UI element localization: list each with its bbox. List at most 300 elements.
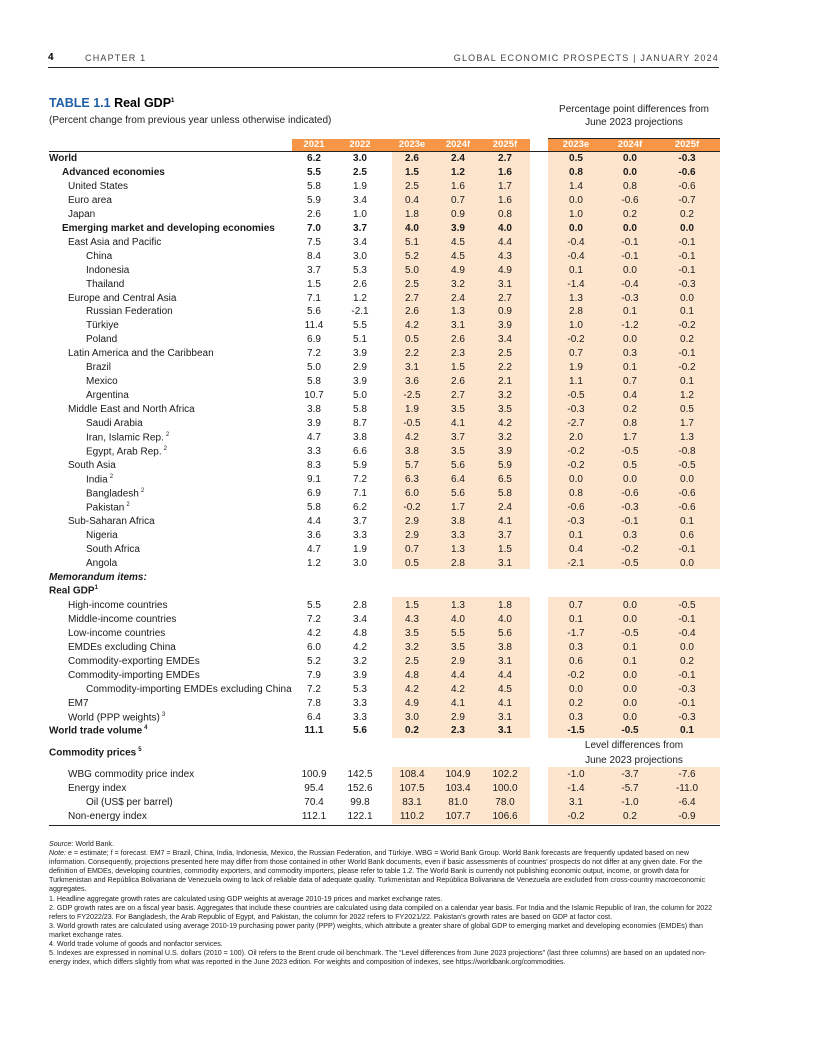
value-cell: 8.4 [307,250,321,262]
row-label [86,418,143,429]
row-label-sup: 2 [165,432,170,438]
table-row [0,305,816,319]
value-cell: 5.7 [405,459,419,471]
value-cell: 3.0 [353,153,367,164]
diff-cell: -0.3 [678,683,696,695]
value-cell: 1.2 [451,166,465,178]
value-cell: 95.4 [304,782,324,794]
diff-cell: 1.3 [680,432,694,443]
value-cell: 3.3 [353,711,367,723]
value-cell: 100.9 [301,769,327,780]
real-gdp-heading-text: Real GDP [49,585,95,597]
value-cell: -2.5 [403,390,421,402]
diff-cell: 0.1 [623,655,637,667]
diff-cell: -0.4 [678,627,696,639]
diff-cell: 0.1 [569,529,583,541]
value-cell: 102.2 [492,769,518,780]
value-cell: 4.0 [451,613,465,625]
value-cell: 3.7 [353,222,367,234]
value-cell: 5.6 [498,627,512,639]
diff-cell: 2.0 [569,432,583,443]
row-label [68,712,165,723]
table-row [0,724,816,738]
row-label [68,348,214,359]
value-cell: 106.6 [492,810,518,822]
value-cell: 7.9 [307,669,321,681]
value-cell: 3.9 [498,320,512,332]
diff-heading-line1: Percentage point differences from [559,104,709,115]
row-label [86,432,169,443]
value-cell: 5.6 [307,306,321,318]
value-cell: 4.0 [498,613,512,625]
commodity-heading-sup: 5 [138,747,142,753]
diff-cell: 0.6 [680,529,694,541]
row-label [86,474,113,485]
row-label-text: Egypt, Arab Rep. [86,446,162,458]
value-cell: 4.7 [307,543,321,555]
value-cell: 3.5 [498,404,512,416]
table-row [0,264,816,278]
value-cell: 2.4 [498,501,512,513]
table-row [0,487,816,501]
diff-cell: -0.2 [567,669,585,681]
diff-cell: -11.0 [675,782,699,794]
value-cell: 4.2 [405,432,419,443]
value-cell: 2.6 [451,334,465,346]
diff-cell: -0.2 [621,543,639,555]
value-cell: 3.3 [307,445,321,457]
page-number: 4 [48,52,55,63]
note-item-2: 2. GDP growth rates are on a fiscal year basis. Aggregates that include these countries are calculated using data compiled on a calendar year basis. For India and the Islamic Republic of Iran, the column for 2022 refers to FY2022/23. For Bangladesh, the Arab Republic of Egypt, and Pakistan, the column for 2022 refers to FY2021/22. Pakistan's growth rates are based on GDP at factor cost. [49,903,713,921]
diff-column-header: 2025f [674,139,700,150]
table-row [0,543,816,557]
row-label-text: EM7 [68,697,89,709]
row-label-text: Low-income countries [68,627,166,639]
diff-cell: -0.4 [567,236,585,248]
value-cell: 5.6 [451,459,465,471]
row-label-text: Thailand [86,278,125,290]
row-label-text: Nigeria [86,529,118,541]
table-row [0,292,816,306]
table-row [0,375,816,389]
table-name-sup: 1 [171,97,175,104]
value-cell: 2.7 [405,292,419,304]
value-cell: 4.8 [353,627,367,639]
row-label-text: Energy index [68,782,127,794]
row-label [68,237,161,248]
value-cell: 1.3 [451,306,465,318]
row-label-sup: 2 [163,445,167,452]
value-cell: 3.9 [353,348,367,360]
table-row [0,319,816,333]
row-label-text: Emerging market and developing economies [62,222,275,234]
diff-cell: 1.7 [680,418,694,430]
value-cell: 3.0 [405,711,419,723]
diff-cell: 0.0 [623,613,637,625]
row-label-text: Non-energy index [68,810,147,822]
value-cell: 3.9 [498,445,512,457]
value-cell: 5.3 [353,264,367,276]
value-cell: 1.7 [451,501,465,513]
value-cell: 4.2 [353,641,367,653]
table-row [0,180,816,194]
diff-cell: 0.1 [680,376,694,388]
row-label [86,502,130,513]
value-cell: 5.8 [307,376,321,388]
row-label-text: Poland [86,334,118,346]
row-label [68,293,176,304]
value-cell: 70.4 [304,796,324,808]
value-cell: 1.8 [498,599,512,611]
diff-cell: 1.2 [680,390,694,402]
table-row [0,810,816,824]
diff-cell: -1.0 [621,796,639,808]
level-heading-line2: June 2023 projections [585,755,683,766]
diff-cell: -0.7 [678,194,696,206]
value-cell: 2.4 [451,153,465,164]
value-cell: 104.9 [445,769,471,780]
value-cell: 0.5 [405,557,419,569]
value-cell: 3.8 [353,432,367,443]
diff-cell: -6.4 [678,796,696,808]
value-cell: 5.6 [451,487,465,499]
value-cell: 0.2 [405,725,419,737]
row-label-text: Middle-income countries [68,613,177,625]
value-cell: 2.8 [353,599,367,611]
value-cell: 3.4 [353,613,367,625]
value-cell: 3.1 [498,725,512,737]
value-cell: 2.4 [451,292,465,304]
row-label-text: China [86,250,113,262]
diff-cell: -7.6 [678,769,696,780]
real-gdp-heading-row [0,584,816,598]
diff-cell: -0.9 [678,810,696,822]
row-label-text: Mexico [86,376,118,388]
diff-cell: -0.3 [678,153,696,164]
value-cell: 0.7 [405,543,419,555]
value-cell: 3.5 [405,627,419,639]
value-cell: 3.3 [353,529,367,541]
diff-cell: 0.1 [623,641,637,653]
row-label-text: World [49,153,78,164]
row-label-text: Euro area [68,194,112,206]
row-label [86,320,119,331]
report-title: GLOBAL ECONOMIC PROSPECTS | JANUARY 2024 [453,53,719,63]
value-cell: 2.6 [405,153,419,164]
diff-cell: -0.1 [678,250,696,262]
row-label [68,404,195,415]
row-label-text: East Asia and Pacific [68,236,162,248]
value-cell: 4.2 [405,320,419,332]
value-cell: 81.0 [448,796,468,808]
diff-cell: 0.2 [623,810,637,822]
diff-cell: -0.1 [678,613,696,625]
value-cell: 5.8 [353,404,367,416]
value-cell: 2.5 [405,278,419,290]
value-cell: 3.1 [498,278,512,290]
row-label [68,670,200,681]
diff-cell: 0.0 [569,194,583,206]
column-header: 2021 [303,139,325,150]
value-cell: 1.6 [498,166,512,178]
table-row [0,669,816,683]
column-header: 2022 [349,139,371,150]
row-label-text: World trade volume [49,725,143,737]
row-label [86,446,167,457]
diff-cell: 0.1 [680,725,694,737]
value-cell: 5.8 [307,501,321,513]
value-cell: 4.9 [405,697,419,709]
value-cell: 3.3 [451,529,465,541]
note-label: Note: [49,849,66,858]
diff-cell: -0.1 [621,250,639,262]
diff-cell: -0.3 [621,501,639,513]
table-row [0,459,816,473]
row-label [86,251,112,262]
row-label-text: Türkiye [86,320,119,332]
value-cell: 7.2 [353,473,367,485]
row-label-text: Middle East and North Africa [68,404,195,416]
diff-cell: 0.7 [569,348,583,360]
value-cell: 3.1 [498,711,512,723]
value-cell: 3.9 [353,669,367,681]
diff-cell: -1.7 [567,627,585,639]
value-cell: 0.9 [498,306,512,318]
diff-cell: 0.5 [569,153,583,164]
row-label [68,628,165,639]
value-cell: 5.2 [307,655,321,667]
row-label [68,209,95,220]
diff-cell: -0.5 [678,459,696,471]
diff-cell: 0.0 [623,166,637,178]
row-label-text: Advanced economies [62,166,165,178]
value-cell: 4.1 [451,697,465,709]
value-cell: 1.9 [405,404,419,416]
column-header: 2025f [492,139,518,150]
value-cell: 1.9 [353,180,367,192]
value-cell: 6.9 [307,334,321,346]
diff-cell: -1.4 [567,782,585,794]
diff-cell: -0.2 [678,362,696,374]
row-label [86,265,129,276]
row-label-sup: 2 [109,473,114,480]
table-row [0,152,816,166]
value-cell: 5.0 [307,362,321,374]
diff-cell: 0.0 [623,683,637,695]
table-row [0,194,816,208]
table-row [0,515,816,529]
diff-cell: -0.5 [621,725,639,737]
column-header: 2023e [398,139,426,150]
value-cell: 7.5 [307,236,321,248]
value-cell: 3.5 [451,641,465,653]
value-cell: 4.4 [498,236,512,248]
diff-cell: 0.0 [680,292,694,304]
value-cell: 4.2 [498,418,512,430]
row-label [68,811,147,822]
row-label-text: High-income countries [68,599,168,611]
value-cell: 0.5 [405,334,419,346]
value-cell: 1.5 [405,166,419,178]
value-cell: 3.7 [307,264,321,276]
value-cell: 7.2 [307,683,321,695]
diff-cell: -0.2 [678,320,696,332]
diff-cell: -0.2 [567,810,585,822]
diff-cell: -0.3 [678,711,696,723]
row-label [86,684,292,695]
row-label [86,558,117,569]
real-gdp-heading [49,585,98,596]
value-cell: 5.2 [405,250,419,262]
diff-cell: 0.6 [569,655,583,667]
diff-cell: 0.2 [680,655,694,667]
value-cell: 6.0 [405,487,419,499]
diff-cell: -0.1 [678,697,696,709]
row-label [86,797,173,808]
row-label [68,656,200,667]
diff-cell: -0.5 [678,599,696,611]
row-label-text: Commodity-importing EMDEs [68,669,200,681]
table-row [0,613,816,627]
value-cell: 8.7 [353,418,367,430]
value-cell: 11.4 [304,320,324,332]
row-label-text: Latin America and the Caribbean [68,348,214,360]
diff-cell: 0.0 [623,669,637,681]
row-label [62,223,275,234]
diff-cell: -0.5 [621,445,639,457]
table-row [0,641,816,655]
value-cell: 7.1 [307,292,321,304]
value-cell: 7.2 [307,348,321,360]
diff-cell: -0.3 [678,278,696,290]
table-number: TABLE 1.1 [49,96,111,110]
diff-cell: 0.0 [623,711,637,723]
value-cell: 1.7 [498,180,512,192]
diff-cell: -0.6 [678,487,696,499]
value-cell: 4.5 [498,683,512,695]
value-cell: 103.4 [445,782,471,794]
diff-cell: 0.0 [623,473,637,485]
value-cell: 3.5 [451,445,465,457]
value-cell: 4.0 [405,222,419,234]
row-label-sup: 4 [144,725,148,732]
diff-cell: 1.1 [569,376,583,388]
value-cell: 3.2 [498,390,512,402]
diff-cell: 0.0 [623,153,637,164]
value-cell: 3.4 [498,334,512,346]
value-cell: 1.5 [498,543,512,555]
row-label [86,390,129,401]
value-cell: 122.1 [347,810,373,822]
value-cell: 2.9 [405,529,419,541]
value-cell: 1.5 [451,362,465,374]
commodity-heading [49,747,142,758]
diff-cell: -2.1 [567,557,585,569]
diff-cell: 0.0 [623,599,637,611]
value-cell: 0.4 [405,194,419,206]
value-cell: 5.1 [353,334,367,346]
table-row [0,697,816,711]
table-row [0,431,816,445]
row-label-text: World (PPP weights) [68,711,160,723]
diff-cell: -0.1 [621,515,639,527]
source-label: Source: [49,840,74,848]
value-cell: 2.2 [405,348,419,360]
value-cell: 1.5 [405,599,419,611]
table-name: Real GDP [114,96,172,110]
value-cell: 4.0 [498,222,512,234]
value-cell: 2.5 [405,180,419,192]
table-row [0,250,816,264]
diff-cell: -0.6 [678,180,696,192]
diff-cell: 0.7 [623,376,637,388]
diff-cell: 0.0 [569,222,583,234]
row-label-text: Indonesia [86,264,130,276]
value-cell: 6.2 [307,153,321,164]
row-label [68,614,176,625]
value-cell: 1.2 [353,292,367,304]
value-cell: 5.9 [498,459,512,471]
value-cell: 142.5 [347,769,373,780]
diff-cell: -0.6 [678,166,696,178]
row-label-text: Oil (US$ per barrel) [86,796,173,808]
real-gdp-heading-sup: 1 [94,585,98,592]
value-cell: 2.5 [498,348,512,360]
table-row [0,389,816,403]
row-label-text: Saudi Arabia [86,418,143,430]
table-row [0,782,816,796]
value-cell: 5.5 [353,320,367,332]
row-label [86,530,118,541]
value-cell: 3.8 [405,445,419,457]
row-label-sup: 3 [161,711,166,718]
row-label [68,181,128,192]
memo-heading-row [0,571,816,585]
diff-cell: 1.7 [623,432,637,443]
value-cell: 3.0 [353,250,367,262]
diff-cell: -0.1 [678,348,696,360]
table-row [0,403,816,417]
table-row [0,278,816,292]
table-row [0,222,816,236]
value-cell: 1.2 [307,557,321,569]
diff-cell: 0.0 [623,222,637,234]
diff-cell: 0.5 [623,459,637,471]
value-cell: 5.5 [307,166,321,178]
value-cell: 3.2 [405,641,419,653]
source-text: World Bank. [75,840,114,848]
row-label-text: Pakistan [86,502,125,514]
diff-heading-line2: June 2023 projections [585,117,683,128]
row-label-text: Angola [86,557,118,569]
value-cell: 6.3 [405,473,419,485]
value-cell: 4.7 [307,432,321,443]
value-cell: 3.9 [353,376,367,388]
row-label-text: Argentina [86,390,129,402]
value-cell: 4.3 [498,250,512,262]
value-cell: 3.8 [307,404,321,416]
diff-cell: -0.4 [621,278,639,290]
diff-cell: 0.0 [623,697,637,709]
table-row [0,683,816,697]
value-cell: 3.8 [498,641,512,653]
memo-heading: Memorandum items: [49,571,147,583]
value-cell: 110.2 [399,810,425,822]
value-cell: 107.7 [445,810,471,822]
value-cell: 3.2 [498,432,512,443]
diff-cell: 0.0 [623,334,637,346]
value-cell: 2.6 [405,306,419,318]
